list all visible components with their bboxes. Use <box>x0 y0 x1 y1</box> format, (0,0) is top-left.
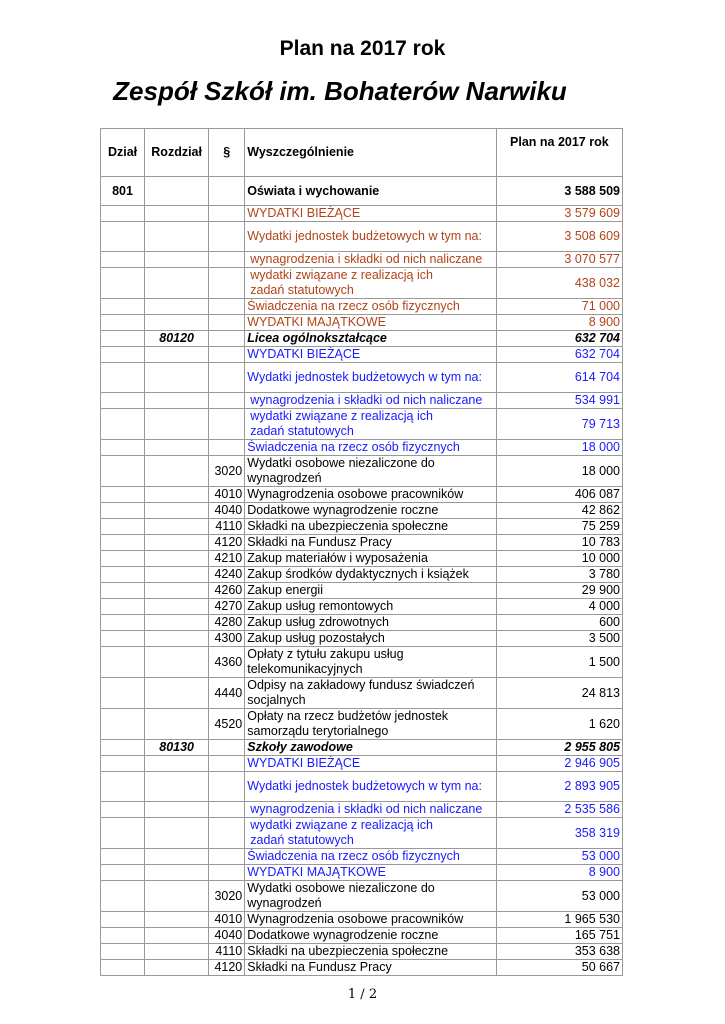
cell-rozdzial <box>145 347 209 363</box>
cell-rozdzial <box>145 678 209 709</box>
table-row <box>101 599 623 615</box>
cell-plan-value: 358 319 <box>496 818 622 849</box>
cell-rozdzial <box>145 440 209 456</box>
cell-dzial <box>101 503 145 519</box>
cell-rozdzial <box>145 535 209 551</box>
table-row <box>101 487 623 503</box>
cell-dzial <box>101 849 145 865</box>
table-row <box>101 222 623 252</box>
cell-description: Składki na Fundusz Pracy <box>245 960 496 976</box>
cell-description: Wynagrodzenia osobowe pracowników <box>245 487 496 503</box>
page-number: 1 / 2 <box>347 987 378 1002</box>
cell-description: wynagrodzenia i składki od nich naliczane <box>245 802 496 818</box>
cell-plan-value: 406 087 <box>496 487 622 503</box>
cell-description: Wydatki osobowe niezaliczone do wynagrodzeń <box>245 881 496 912</box>
cell-paragraph <box>209 268 245 299</box>
cell-rozdzial <box>145 393 209 409</box>
cell-paragraph: 4240 <box>209 567 245 583</box>
cell-dzial <box>101 756 145 772</box>
cell-rozdzial <box>145 222 209 252</box>
table-row <box>101 615 623 631</box>
cell-dzial <box>101 615 145 631</box>
cell-rozdzial <box>145 802 209 818</box>
cell-dzial <box>101 409 145 440</box>
header-description: Wyszczególnienie <box>245 129 496 177</box>
cell-description: Składki na Fundusz Pracy <box>245 535 496 551</box>
cell-dzial <box>101 928 145 944</box>
table-row <box>101 535 623 551</box>
table-row <box>101 881 623 912</box>
table-row <box>101 647 623 678</box>
cell-plan-value: 53 000 <box>496 881 622 912</box>
cell-rozdzial <box>145 252 209 268</box>
cell-plan-value: 632 704 <box>496 331 622 347</box>
cell-dzial <box>101 583 145 599</box>
cell-rozdzial <box>145 928 209 944</box>
table-row <box>101 519 623 535</box>
table-body <box>101 177 623 976</box>
cell-rozdzial <box>145 315 209 331</box>
cell-dzial <box>101 206 145 222</box>
cell-dzial <box>101 865 145 881</box>
cell-dzial <box>101 393 145 409</box>
cell-dzial <box>101 944 145 960</box>
cell-paragraph: 4110 <box>209 519 245 535</box>
cell-plan-value: 165 751 <box>496 928 622 944</box>
cell-dzial <box>101 315 145 331</box>
school-name: Zespół Szkół im. Bohaterów Narwiku <box>113 76 567 106</box>
cell-plan-value: 353 638 <box>496 944 622 960</box>
cell-paragraph <box>209 740 245 756</box>
cell-dzial <box>101 818 145 849</box>
table-row <box>101 944 623 960</box>
cell-paragraph <box>209 440 245 456</box>
cell-paragraph <box>209 331 245 347</box>
cell-description: Zakup materiałów i wyposażenia <box>245 551 496 567</box>
cell-description: Opłaty na rzecz budżetów jednostek samorządu terytorialnego <box>245 709 496 740</box>
table-row <box>101 709 623 740</box>
cell-rozdzial <box>145 865 209 881</box>
cell-plan-value: 42 862 <box>496 503 622 519</box>
cell-description: Świadczenia na rzecz osób fizycznych <box>245 299 496 315</box>
cell-dzial <box>101 347 145 363</box>
table-row <box>101 756 623 772</box>
cell-paragraph: 4010 <box>209 487 245 503</box>
cell-paragraph: 4110 <box>209 944 245 960</box>
table-row <box>101 331 623 347</box>
cell-dzial <box>101 912 145 928</box>
cell-plan-value: 29 900 <box>496 583 622 599</box>
cell-paragraph: 4440 <box>209 678 245 709</box>
cell-paragraph <box>209 756 245 772</box>
table-row <box>101 960 623 976</box>
cell-rozdzial <box>145 551 209 567</box>
table-row <box>101 503 623 519</box>
table-row <box>101 409 623 440</box>
cell-paragraph <box>209 802 245 818</box>
cell-plan-value: 2 893 905 <box>496 772 622 802</box>
cell-dzial <box>101 678 145 709</box>
cell-description: wynagrodzenia i składki od nich naliczane <box>245 252 496 268</box>
cell-dzial <box>101 535 145 551</box>
table-row <box>101 456 623 487</box>
cell-paragraph <box>209 363 245 393</box>
cell-paragraph <box>209 315 245 331</box>
cell-plan-value: 2 946 905 <box>496 756 622 772</box>
cell-description: Zakup energii <box>245 583 496 599</box>
cell-dzial <box>101 802 145 818</box>
cell-dzial <box>101 363 145 393</box>
table-row <box>101 928 623 944</box>
table-row <box>101 740 623 756</box>
cell-rozdzial <box>145 849 209 865</box>
cell-description: Dodatkowe wynagrodzenie roczne <box>245 503 496 519</box>
cell-dzial <box>101 599 145 615</box>
cell-paragraph: 4120 <box>209 535 245 551</box>
cell-paragraph: 4360 <box>209 647 245 678</box>
table-row <box>101 818 623 849</box>
cell-plan-value: 1 500 <box>496 647 622 678</box>
table-row <box>101 363 623 393</box>
cell-paragraph <box>209 252 245 268</box>
cell-description: wydatki związane z realizacją ich zadań statutowych <box>245 268 496 299</box>
table-row <box>101 268 623 299</box>
cell-dzial <box>101 881 145 912</box>
table-header <box>101 129 623 177</box>
cell-rozdzial <box>145 503 209 519</box>
cell-dzial <box>101 567 145 583</box>
cell-paragraph: 4280 <box>209 615 245 631</box>
cell-rozdzial: 80120 <box>145 331 209 347</box>
cell-description: Dodatkowe wynagrodzenie roczne <box>245 928 496 944</box>
cell-plan-value: 24 813 <box>496 678 622 709</box>
cell-paragraph <box>209 222 245 252</box>
cell-plan-value: 3 579 609 <box>496 206 622 222</box>
cell-dzial <box>101 252 145 268</box>
cell-description: Szkoły zawodowe <box>245 740 496 756</box>
cell-rozdzial <box>145 647 209 678</box>
cell-description: Świadczenia na rzecz osób fizycznych <box>245 440 496 456</box>
cell-paragraph: 3020 <box>209 456 245 487</box>
table-row <box>101 631 623 647</box>
cell-description: Wydatki jednostek budżetowych w tym na: <box>245 772 496 802</box>
table-row <box>101 299 623 315</box>
table-row <box>101 583 623 599</box>
table-row <box>101 772 623 802</box>
table-row <box>101 315 623 331</box>
table-row <box>101 393 623 409</box>
cell-plan-value: 18 000 <box>496 456 622 487</box>
cell-rozdzial <box>145 881 209 912</box>
budget-table <box>100 128 623 976</box>
cell-paragraph: 4120 <box>209 960 245 976</box>
cell-paragraph: 4520 <box>209 709 245 740</box>
cell-paragraph: 4040 <box>209 503 245 519</box>
cell-rozdzial <box>145 709 209 740</box>
cell-rozdzial <box>145 567 209 583</box>
cell-dzial <box>101 709 145 740</box>
cell-paragraph <box>209 177 245 206</box>
cell-plan-value: 3 780 <box>496 567 622 583</box>
cell-paragraph <box>209 299 245 315</box>
cell-rozdzial <box>145 299 209 315</box>
cell-description: WYDATKI BIEŻĄCE <box>245 206 496 222</box>
cell-description: Wydatki jednostek budżetowych w tym na: <box>245 222 496 252</box>
cell-description: WYDATKI BIEŻĄCE <box>245 347 496 363</box>
table-row <box>101 678 623 709</box>
cell-paragraph <box>209 347 245 363</box>
cell-description: WYDATKI BIEŻĄCE <box>245 756 496 772</box>
cell-rozdzial <box>145 206 209 222</box>
cell-paragraph: 4270 <box>209 599 245 615</box>
cell-rozdzial <box>145 818 209 849</box>
cell-paragraph: 4040 <box>209 928 245 944</box>
cell-rozdzial <box>145 631 209 647</box>
cell-plan-value: 2 535 586 <box>496 802 622 818</box>
cell-description: Odpisy na zakładowy fundusz świadczeń socjalnych <box>245 678 496 709</box>
cell-plan-value: 8 900 <box>496 865 622 881</box>
cell-plan-value: 10 000 <box>496 551 622 567</box>
cell-dzial <box>101 268 145 299</box>
cell-description: Zakup usług remontowych <box>245 599 496 615</box>
cell-rozdzial <box>145 944 209 960</box>
cell-paragraph <box>209 865 245 881</box>
cell-description: WYDATKI MAJĄTKOWE <box>245 865 496 881</box>
cell-plan-value: 50 667 <box>496 960 622 976</box>
cell-dzial <box>101 551 145 567</box>
cell-plan-value: 4 000 <box>496 599 622 615</box>
cell-description: wydatki związane z realizacją ich zadań statutowych <box>245 409 496 440</box>
table-row <box>101 567 623 583</box>
cell-plan-value: 8 900 <box>496 315 622 331</box>
cell-dzial <box>101 647 145 678</box>
cell-plan-value: 614 704 <box>496 363 622 393</box>
cell-paragraph: 4210 <box>209 551 245 567</box>
cell-plan-value: 18 000 <box>496 440 622 456</box>
cell-paragraph: 3020 <box>209 881 245 912</box>
cell-dzial <box>101 222 145 252</box>
cell-rozdzial <box>145 519 209 535</box>
cell-paragraph <box>209 772 245 802</box>
cell-description: Składki na ubezpieczenia społeczne <box>245 519 496 535</box>
table-row <box>101 865 623 881</box>
cell-plan-value: 3 500 <box>496 631 622 647</box>
header-dzial: Dział <box>101 129 145 177</box>
cell-plan-value: 3 588 509 <box>496 177 622 206</box>
cell-dzial <box>101 487 145 503</box>
table-row <box>101 551 623 567</box>
cell-plan-value: 534 991 <box>496 393 622 409</box>
header-paragraph: § <box>209 129 245 177</box>
cell-plan-value: 1 965 530 <box>496 912 622 928</box>
table-row <box>101 912 623 928</box>
cell-rozdzial <box>145 615 209 631</box>
cell-rozdzial: 80130 <box>145 740 209 756</box>
table-row <box>101 849 623 865</box>
cell-description: Świadczenia na rzecz osób fizycznych <box>245 849 496 865</box>
cell-plan-value: 600 <box>496 615 622 631</box>
cell-plan-value: 2 955 805 <box>496 740 622 756</box>
cell-description: Oświata i wychowanie <box>245 177 496 206</box>
cell-plan-value: 79 713 <box>496 409 622 440</box>
cell-description: Wydatki osobowe niezaliczone do wynagrodzeń <box>245 456 496 487</box>
cell-plan-value: 10 783 <box>496 535 622 551</box>
cell-rozdzial <box>145 268 209 299</box>
cell-dzial <box>101 299 145 315</box>
cell-plan-value: 632 704 <box>496 347 622 363</box>
cell-rozdzial <box>145 960 209 976</box>
cell-paragraph <box>209 818 245 849</box>
cell-dzial <box>101 960 145 976</box>
cell-paragraph <box>209 393 245 409</box>
cell-plan-value: 3 070 577 <box>496 252 622 268</box>
cell-plan-value: 438 032 <box>496 268 622 299</box>
table-row <box>101 347 623 363</box>
cell-description: Zakup usług zdrowotnych <box>245 615 496 631</box>
cell-rozdzial <box>145 772 209 802</box>
cell-rozdzial <box>145 456 209 487</box>
cell-rozdzial <box>145 487 209 503</box>
cell-description: Wydatki jednostek budżetowych w tym na: <box>245 363 496 393</box>
cell-rozdzial <box>145 177 209 206</box>
cell-rozdzial <box>145 599 209 615</box>
cell-description: Wynagrodzenia osobowe pracowników <box>245 912 496 928</box>
table-row <box>101 252 623 268</box>
table-row <box>101 206 623 222</box>
cell-description: Licea ogólnokształcące <box>245 331 496 347</box>
cell-description: Opłaty z tytułu zakupu usług telekomunikacyjnych <box>245 647 496 678</box>
cell-dzial <box>101 331 145 347</box>
cell-dzial <box>101 519 145 535</box>
cell-description: Zakup środków dydaktycznych i książek <box>245 567 496 583</box>
cell-rozdzial <box>145 912 209 928</box>
table-row <box>101 802 623 818</box>
cell-plan-value: 53 000 <box>496 849 622 865</box>
document-title: Plan na 2017 rok <box>279 37 446 60</box>
cell-description: Składki na ubezpieczenia społeczne <box>245 944 496 960</box>
cell-plan-value: 3 508 609 <box>496 222 622 252</box>
cell-rozdzial <box>145 409 209 440</box>
cell-plan-value: 75 259 <box>496 519 622 535</box>
cell-paragraph: 4010 <box>209 912 245 928</box>
cell-paragraph <box>209 409 245 440</box>
header-plan: Plan na 2017 rok <box>496 129 622 177</box>
cell-paragraph: 4300 <box>209 631 245 647</box>
cell-rozdzial <box>145 363 209 393</box>
cell-rozdzial <box>145 583 209 599</box>
cell-dzial <box>101 440 145 456</box>
header-rozdzial: Rozdział <box>145 129 209 177</box>
cell-plan-value: 1 620 <box>496 709 622 740</box>
cell-description: WYDATKI MAJĄTKOWE <box>245 315 496 331</box>
cell-description: wydatki związane z realizacją ich zadań statutowych <box>245 818 496 849</box>
cell-plan-value: 71 000 <box>496 299 622 315</box>
cell-dzial: 801 <box>101 177 145 206</box>
table-row <box>101 440 623 456</box>
cell-dzial <box>101 456 145 487</box>
cell-description: wynagrodzenia i składki od nich naliczane <box>245 393 496 409</box>
cell-description: Zakup usług pozostałych <box>245 631 496 647</box>
table-row <box>101 177 623 206</box>
cell-paragraph <box>209 206 245 222</box>
cell-paragraph: 4260 <box>209 583 245 599</box>
cell-rozdzial <box>145 756 209 772</box>
cell-dzial <box>101 631 145 647</box>
cell-dzial <box>101 740 145 756</box>
cell-dzial <box>101 772 145 802</box>
cell-paragraph <box>209 849 245 865</box>
